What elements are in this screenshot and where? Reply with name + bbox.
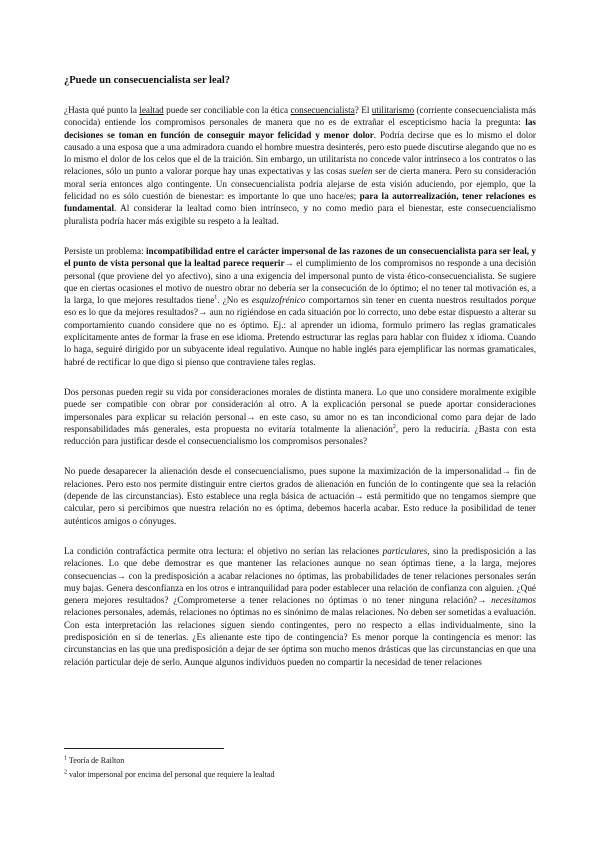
- paragraph-1: ¿Hasta qué punto la lealtad puede ser conciliable con la ética consecuencialista? El utilitarismo (corriente consecuencialista más conocida) entiende los compromisos personales de manera que no es de extrañar el escepticismo hacia la pregunta: las decisiones se toman en función de conseguir mayor felicidad y menor dolor. Podría decirse que es lo mismo el dolor causado a una esposa que a una admiradora cuando el hombre muestra desinterés, pero esto puede discutirse alegando que no es lo mismo el dolor de los celos que el de la traición. Sin embargo, un utilitarista no concede valor intrínseco a los contratos o las relaciones, sólo un punto a valorar porque hay unas expectativas y las cosas suelen ser de cierta manera. Pero su consideración moral sería entonces algo contingente. Un consecuencialista podría alejarse de esta visión aduciendo, por ejemplo, que la felicidad no es sólo cuestión de bienestar: es importante lo que uno hace/es; para la autorrealización, tener relaciones es fundamental. Al considerar la lealtad como bien intrínseco, y no como medio para el bienestar, este consecuencialismo pluralista podría hacer más exigible su respeto a la lealtad.: [64, 105, 536, 226]
- footnotes: [64, 755, 536, 783]
- footnote-divider: [64, 748, 224, 749]
- footnote-ref-2: 2: [392, 423, 396, 430]
- document-title: ¿Puede un consecuencialista ser leal?: [64, 75, 231, 86]
- paragraph-4: No puede desaparecer la alienación desde el consecuencialismo, pues supone la maximización de la impersonalidad→ fin de relaciones. Pero esto nos permite distinguir entre ciertos grados de alienación en función de lo contingente que sea la relación (depende de las circunstancias). Esto establece una regla básica de actuación→ está permitido que no tengamos siempre que calcular, pero si percibimos que nuestra relación no es óptima, debemos hacerla acabar. Esto reduce la posibilidad de tener auténticos amigos o cónyuges.: [64, 466, 536, 526]
- paragraph-5: La condición contrafáctica permite otra lectura: el objetivo no serían las relaciones particulares, sino la predisposición a las relaciones. Lo que debe demostrar es que mantener las relaciones aunque no sean óptimas tiene, a la larga, mejores consecuencias→ con la predisposición a acabar relaciones no óptimas, las probabilidades de tener relaciones personales serán muy bajas. Genera desconfianza en los otros e intranquilidad para poder establecer una relación de confianza con alguien. ¿Qué genera mejores resultados? ¿Comprometerse a tener relaciones no óptimas o no tener ninguna relación?→ necesitamos relaciones personales, además, relaciones no óptimas no es sinónimo de malas relaciones. No deben ser sometidas a evaluación. Con esta interpretación las relaciones siguen siendo contingentes, pero no respecto a ellas individualmente, sino la predisposición en sí de tenerlas. ¿Es alienante este tipo de contingencia? Es menor porque la contingencia es menor: las circunstancias en las que una predisposición a dejar de ser óptima son mucho menos drásticas que las circunstancias en que una relación particular deje de serlo. Aunque algunos individuos pueden no compartir la necesidad de tener relaciones: [64, 545, 536, 667]
- document-body: [64, 74, 536, 686]
- paragraph-2: Persiste un problema: incompatibilidad entre el carácter impersonal de las razones de un consecuencialista para ser leal, y el punto de vista personal que la lealtad parece requerir→ el cumplimiento de los compromisos no responde a una decisión personal (que proviene del yo afectivo), sino a una exigencia del impersonal punto de vista ético-consecuencialista. Se sugiere que en ciertas ocasiones el motivo de nuestro obrar no debería ser la consecución de lo óptimo; el no tener tal motivación es, a la larga, lo que mejores resultados tiene$^1$. ¿No es esquizofrénico comportarnos sin tener en cuenta nuestros resultados porque eso es lo que da mejores resultados?→ aun no rigiéndose en cada situación por lo correcto, uno debe estar dispuesto a alterar su comportamiento cuando considere que no es óptimo. Ej.: al aprender un idioma, formulo primero las reglas gramaticales explícitamente antes de formar la frase en ese idioma. Pretendo estructurar las reglas para hablar con fluidez x idioma. Cuando lo haga, seguiré dirigido por un subyacente ideal regulativo. Aunque no hable inglés para ejemplificar las normas gramaticales, habré de rectificar lo que digo si pienso que contraviene tales reglas.: [64, 245, 536, 367]
- footnote-2: $^2$ valor impersonal por encima del personal que requiere la lealtad: [64, 769, 275, 779]
- paragraph-3: Dos personas pueden regir su vida por consideraciones morales de distinta manera. Lo que uno considere moralmente exigible puede ser compatible con obrar por consideración al otro. A la explicación personal se puede aportar consideraciones impersonales para explicar su relación personal→ en este caso, su amor no es tan incondicional como para dejar de lado responsabilidades más generales, esta propuesta no evitaría totalmente la alienación$^2$, pero la reduciría. ¿Basta con esta reducción para justificar desde el consecuencialismo los compromisos personales?: [64, 386, 536, 447]
- term-utilitarismo: utilitarismo: [371, 105, 415, 115]
- footnote-ref-1: 1: [214, 295, 218, 302]
- footnote-1: $^1$ Teoría de Railton: [64, 755, 125, 765]
- term-lealtad: lealtad: [139, 105, 164, 115]
- term-consecuencialista: consecuencialista: [290, 105, 355, 115]
